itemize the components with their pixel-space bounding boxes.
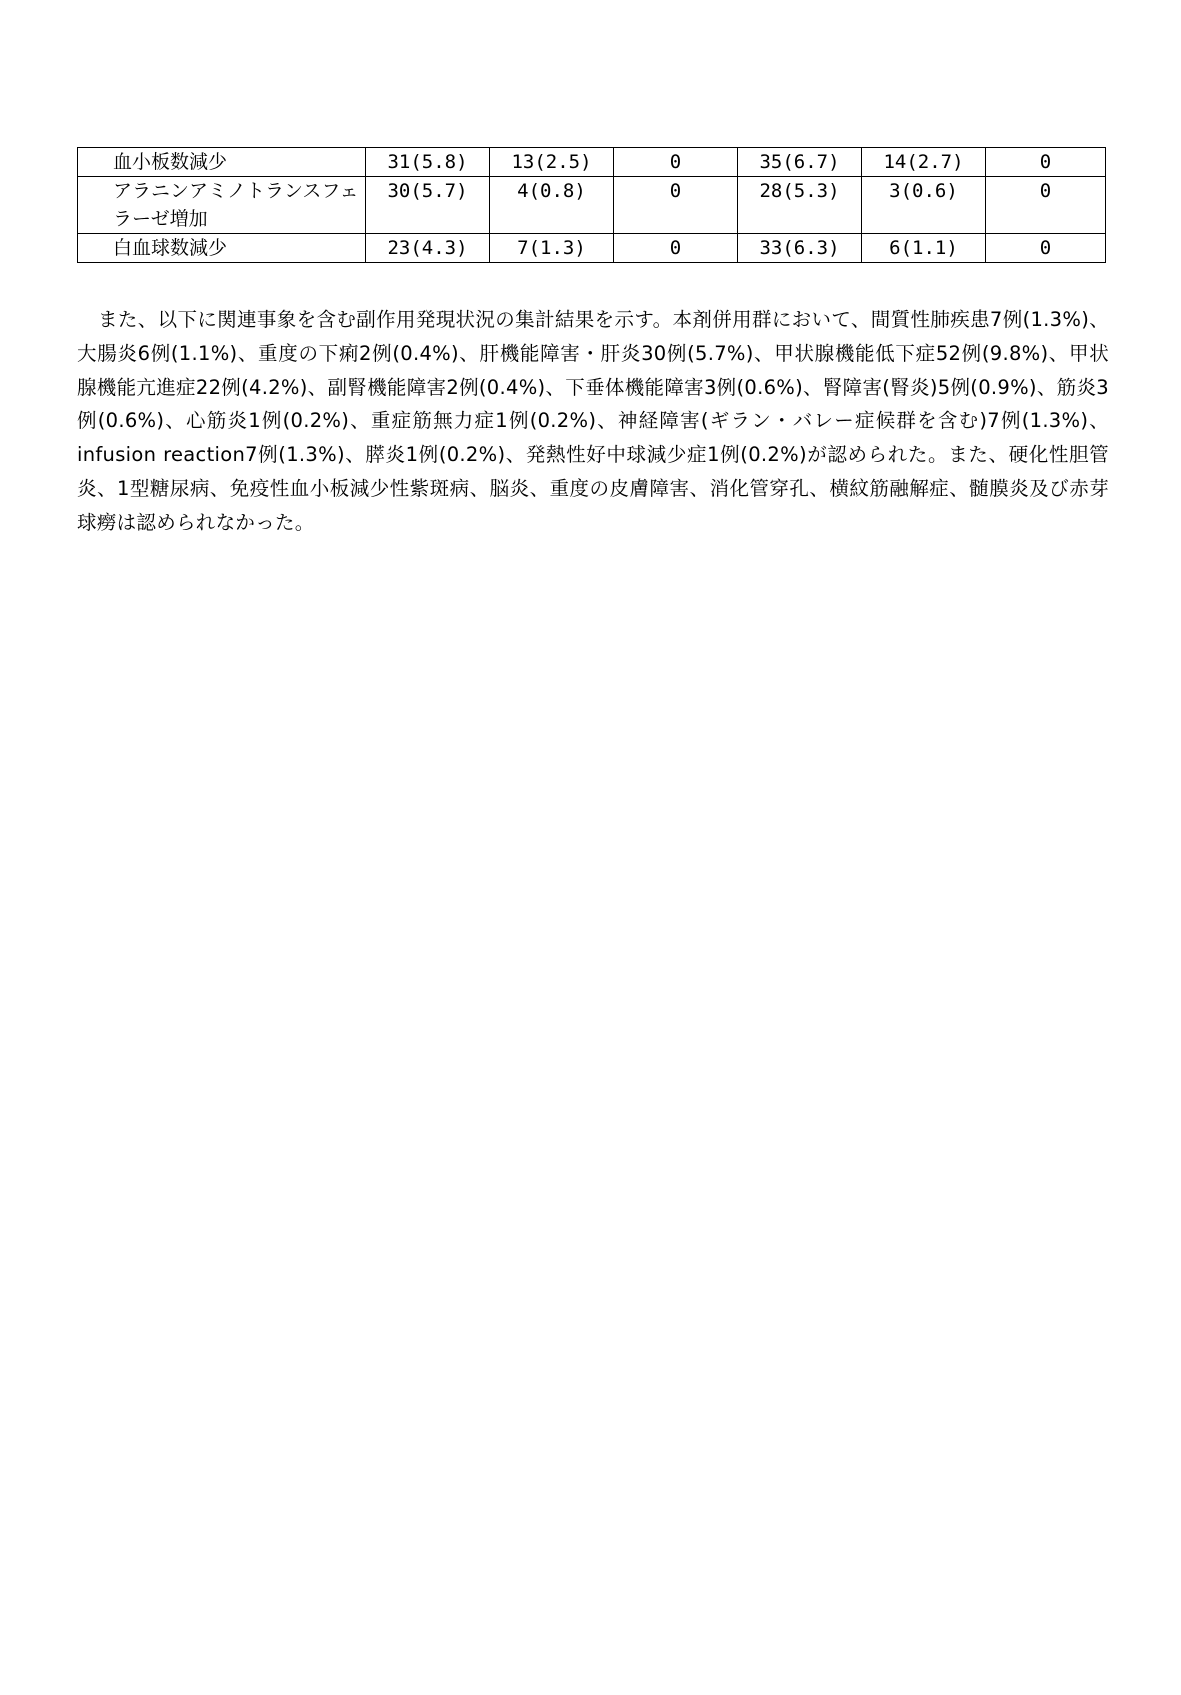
event-term: 白血球数減少 — [78, 234, 366, 263]
table-cell: 31(5.8) — [366, 148, 490, 177]
table-cell: 33(6.3) — [738, 234, 862, 263]
event-term: 血小板数減少 — [78, 148, 366, 177]
table-cell: 4(0.8) — [490, 177, 614, 234]
table-cell: 23(4.3) — [366, 234, 490, 263]
table-cell: 0 — [614, 177, 738, 234]
table-cell: 0 — [614, 148, 738, 177]
table-cell: 13(2.5) — [490, 148, 614, 177]
table-cell: 7(1.3) — [490, 234, 614, 263]
event-term: アラニンアミノトランスフェラーゼ増加 — [78, 177, 366, 234]
table-cell: 14(2.7) — [862, 148, 986, 177]
table-cell: 28(5.3) — [738, 177, 862, 234]
table-cell: 0 — [986, 148, 1106, 177]
table-row — [78, 148, 1106, 177]
table-cell: 0 — [614, 234, 738, 263]
body-paragraph: また、以下に関連事象を含む副作用発現状況の集計結果を示す。本剤併用群において、間質性肺疾患7例(1.3%)、大腸炎6例(1.1%)、重度の下痢2例(0.4%)、肝機能障害・肝炎30例(5.7%)、甲状腺機能低下症52例(9.8%)、甲状腺機能亢進症22例(4.2%)、副腎機能障害2例(0.4%)、下垂体機能障害3例(0.6%)、腎障害(腎炎)5例(0.9%)、筋炎3例(0.6%)、心筋炎1例(0.2%)、重症筋無力症1例(0.2%)、神経障害(ギラン・バレー症候群を含む)7例(1.3%)、infusion reaction7例(1.3%)、膵炎1例(0.2%)、発熱性好中球減少症1例(0.2%)が認められた。また、硬化性胆管炎、1型糖尿病、免疫性血小板減少性紫斑病、脳炎、重度の皮膚障害、消化管穿孔、横紋筋融解症、髄膜炎及び赤芽球癆は認められなかった。 — [77, 308, 1109, 534]
table-cell: 6(1.1) — [862, 234, 986, 263]
table-row — [78, 177, 1106, 234]
table-cell: 3(0.6) — [862, 177, 986, 234]
table-row — [78, 234, 1106, 263]
table-cell: 0 — [986, 234, 1106, 263]
table-cell: 0 — [986, 177, 1106, 234]
adverse-event-table — [77, 147, 1106, 263]
table-cell: 30(5.7) — [366, 177, 490, 234]
table-cell: 35(6.7) — [738, 148, 862, 177]
